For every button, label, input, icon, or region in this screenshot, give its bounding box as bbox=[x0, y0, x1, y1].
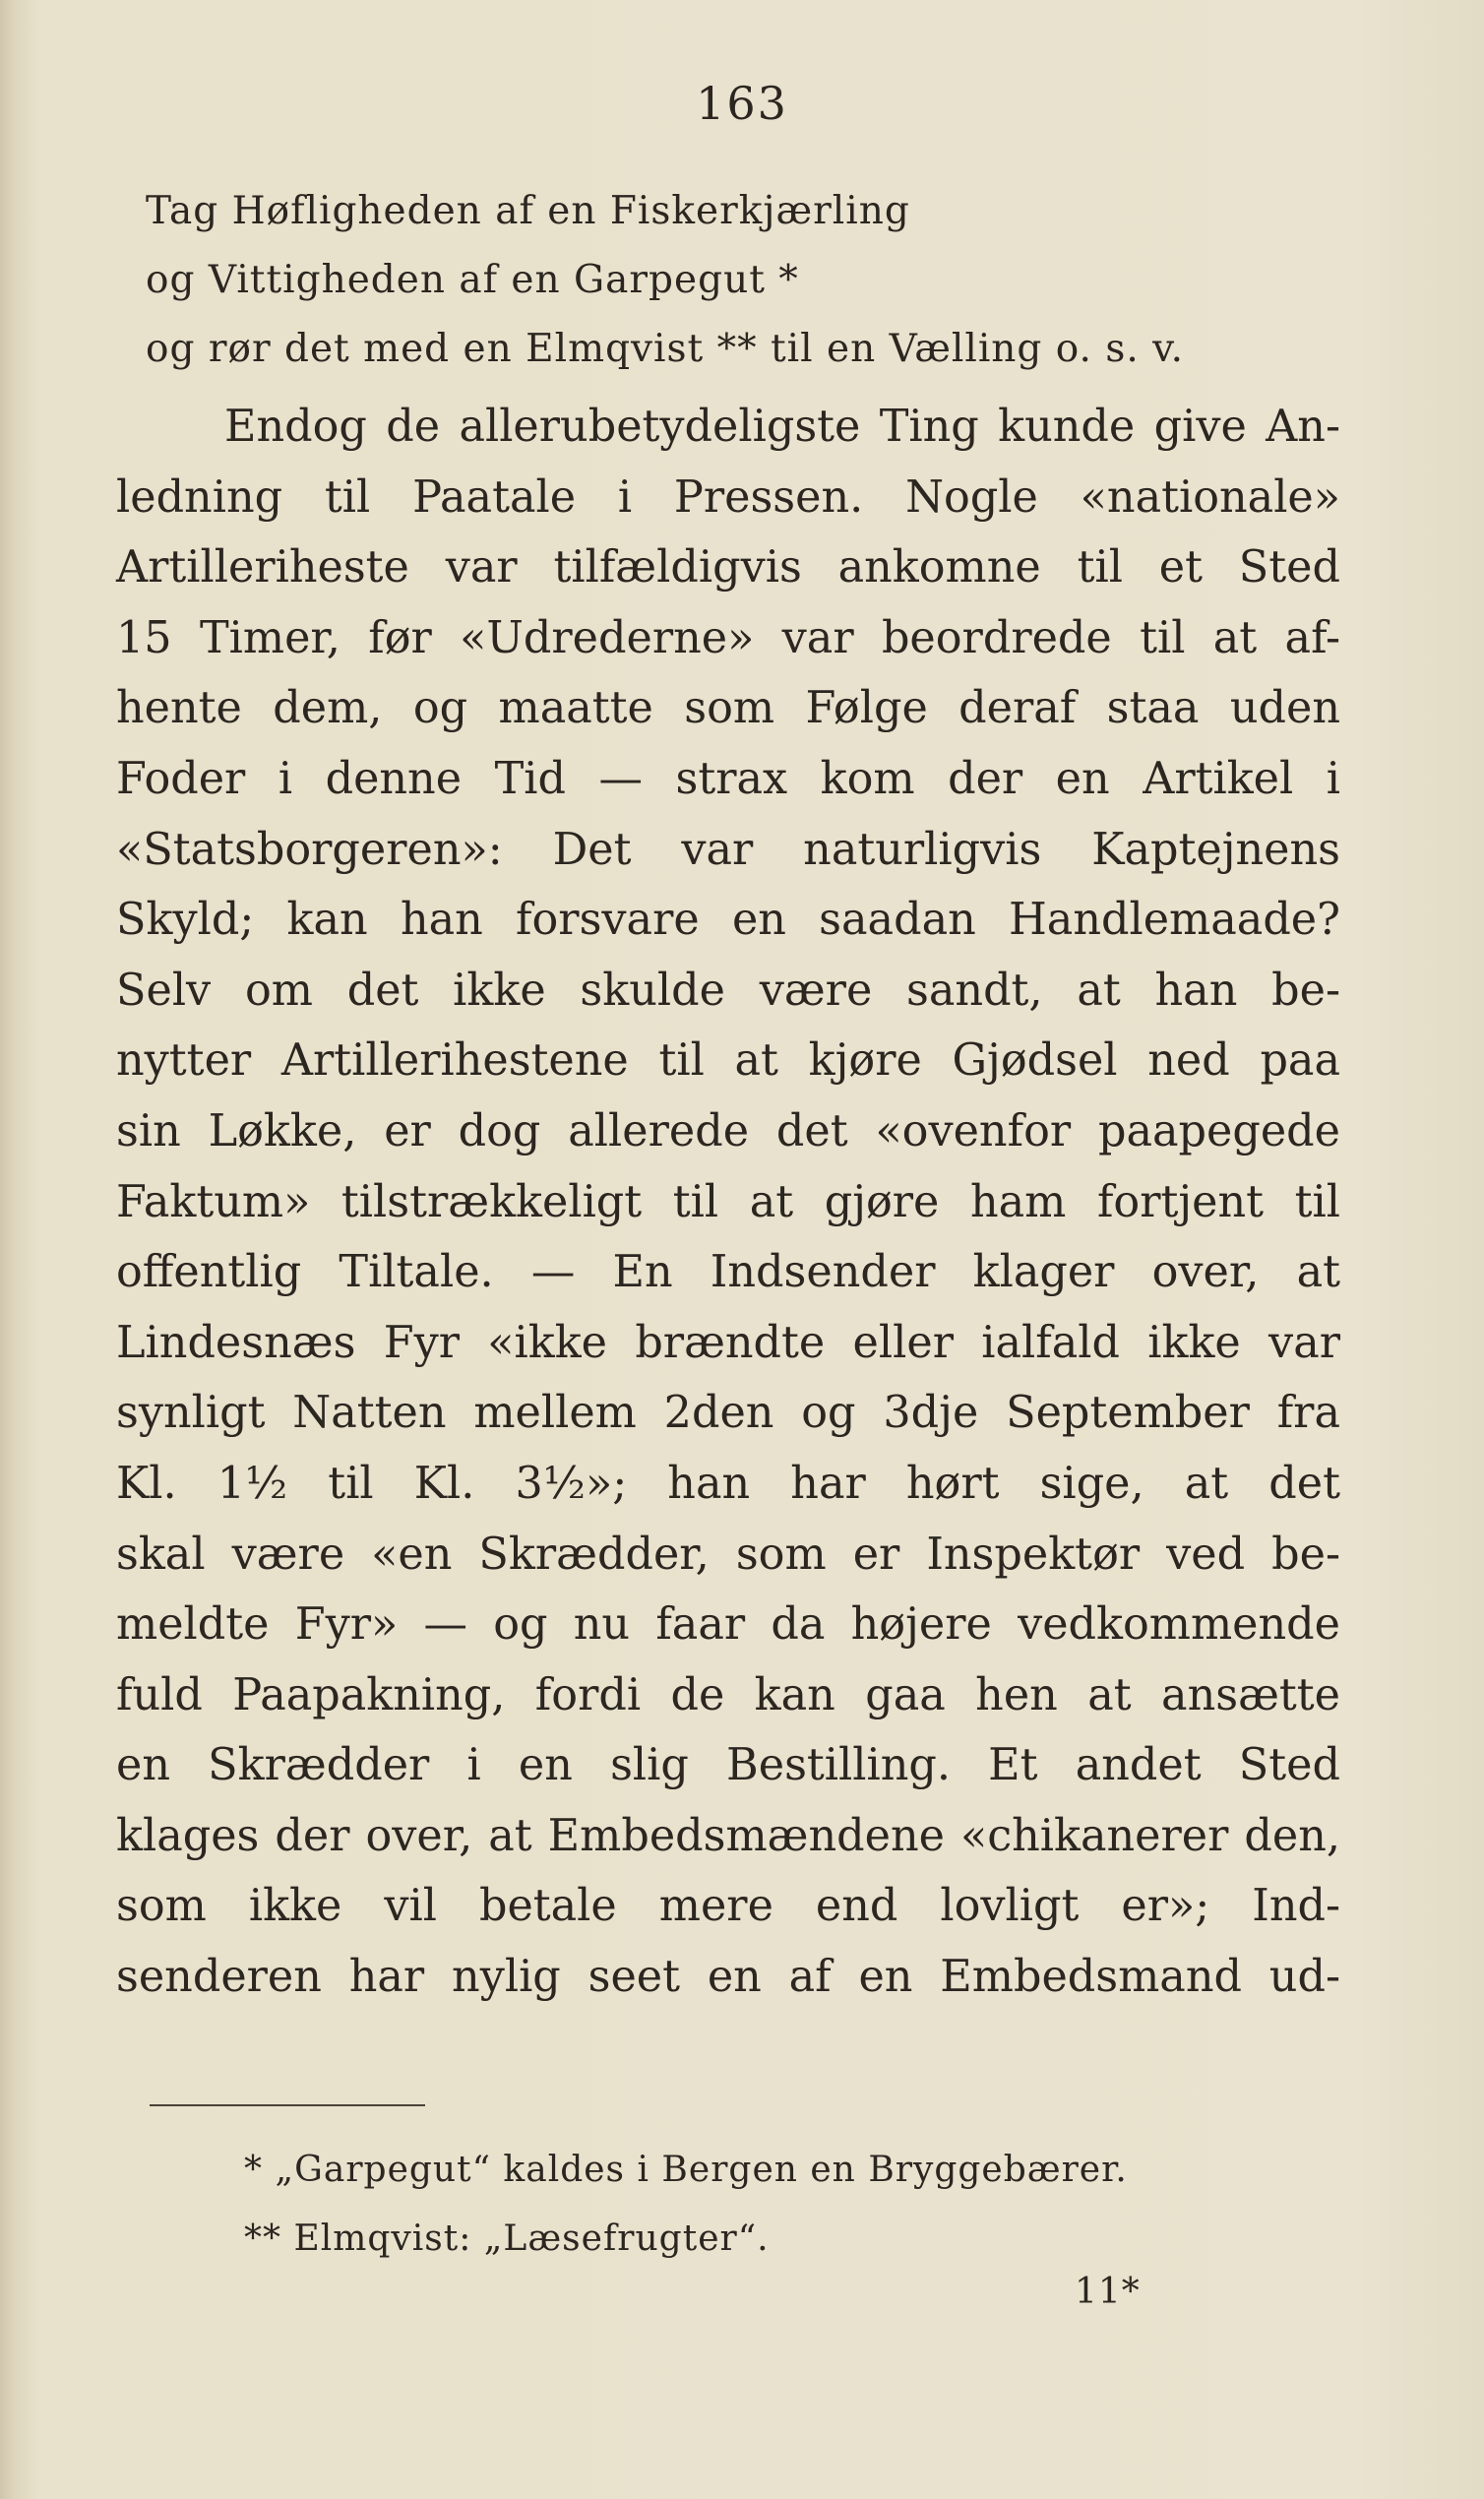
text-line: Artilleriheste var tilfældigvis ankomne til et Sted bbox=[116, 542, 1340, 594]
text-line: «Statsborgeren»: Det var naturligvis Kaptejnens bbox=[116, 824, 1340, 875]
text-line: sin Løkke, er dog allerede det «ovenfor paapegede bbox=[116, 1105, 1340, 1156]
text-line: Kl. 1½ til Kl. 3½»; han har hørt sige, at det bbox=[116, 1458, 1340, 1509]
signature-mark: 11* bbox=[1075, 2272, 1141, 2312]
body-paragraph bbox=[116, 392, 1340, 2013]
text-line: senderen har nylig seet en af en Embedsmand ud- bbox=[116, 1952, 1340, 2003]
text-line: fuld Paapakning, fordi de kan gaa hen at ansætte bbox=[116, 1669, 1340, 1720]
text-line: meldte Fyr» — og nu faar da højere vedkommende bbox=[116, 1599, 1340, 1651]
text-line: Endog de allerubetydeligste Ting kunde give An- bbox=[224, 402, 1340, 452]
verse-block bbox=[146, 177, 1184, 384]
verse-line: Tag Høfligheden af en Fiskerkjærling bbox=[146, 189, 910, 233]
page-number: 163 bbox=[696, 77, 788, 130]
verse-line: og rør det med en Elmqvist ** til en Vælling o. s. v. bbox=[146, 327, 1184, 371]
text-line: Lindesnæs Fyr «ikke brændte eller ialfald ikke var bbox=[116, 1317, 1340, 1368]
text-line: som ikke vil betale mere end lovligt er»; Ind- bbox=[116, 1881, 1340, 1932]
footnote-divider bbox=[150, 2104, 425, 2106]
footnotes bbox=[244, 2136, 1128, 2274]
text-line: klages der over, at Embedsmændene «chikanerer den, bbox=[116, 1810, 1340, 1861]
text-line: Faktum» tilstrækkeligt til at gjøre ham fortjent til bbox=[116, 1176, 1340, 1227]
text-line: nytter Artillerihestene til at kjøre Gjødsel ned paa bbox=[116, 1035, 1340, 1087]
footnote: ** Elmqvist: „Læsefrugter“. bbox=[244, 2218, 770, 2259]
text-line: hente dem, og maatte som Følge deraf staa uden bbox=[116, 683, 1340, 734]
verse-line: og Vittigheden af en Garpegut * bbox=[146, 258, 799, 302]
text-line: skal være «en Skrædder, som er Inspektør ved be- bbox=[116, 1529, 1340, 1580]
text-line: Foder i denne Tid — strax kom der en Artikel i bbox=[116, 753, 1340, 804]
text-line: 15 Timer, før «Udrederne» var beordrede til at af- bbox=[116, 612, 1340, 663]
text-line: offentlig Tiltale. — En Indsender klager over, at bbox=[116, 1247, 1340, 1298]
text-line: Skyld; kan han forsvare en saadan Handlemaade? bbox=[116, 895, 1340, 946]
text-line: synligt Natten mellem 2den og 3dje September fra bbox=[116, 1388, 1340, 1439]
text-line: Selv om det ikke skulde være sandt, at han be- bbox=[116, 965, 1340, 1016]
text-line: en Skrædder i en slig Bestilling. Et andet Sted bbox=[116, 1740, 1340, 1791]
text-line: ledning til Paatale i Pressen. Nogle «nationale» bbox=[116, 471, 1340, 523]
footnote: * „Garpegut“ kaldes i Bergen en Bryggebærer. bbox=[244, 2150, 1128, 2190]
